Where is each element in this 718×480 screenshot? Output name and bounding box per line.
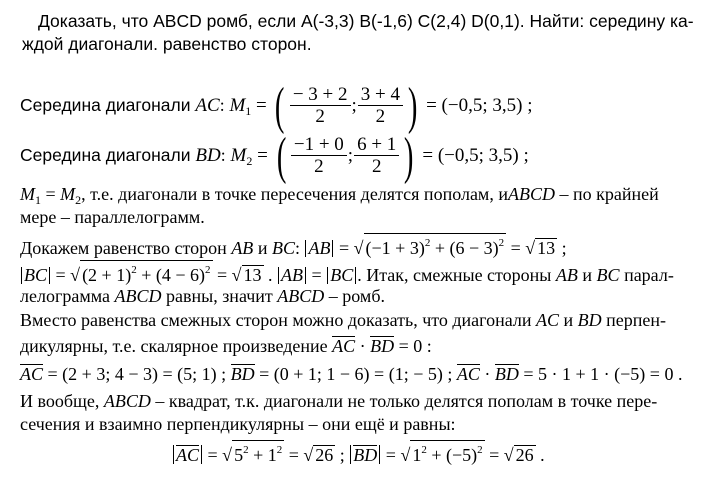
fraction-y <box>358 85 403 128</box>
right-paren: ) <box>404 127 414 185</box>
punct: ; <box>557 238 567 258</box>
side-name: BC <box>271 238 295 258</box>
radicand: 13 <box>243 265 262 285</box>
power: 2 <box>424 237 431 249</box>
fraction-y <box>354 135 399 178</box>
midpoint-label: Середина диагонали <box>20 145 196 165</box>
equals: = <box>307 265 327 285</box>
side-name: BC <box>330 265 354 285</box>
power: 2 <box>498 237 505 249</box>
equals: = <box>284 445 304 465</box>
side-name: AB <box>231 238 254 258</box>
abs-value <box>173 445 202 464</box>
punct: . <box>263 265 273 285</box>
subscript: 1 <box>35 193 41 207</box>
sqrt-sign: √ <box>353 238 364 258</box>
punct: . <box>535 445 545 465</box>
denominator: 2 <box>375 106 386 128</box>
diagonal-name: BD <box>577 310 602 330</box>
term: 1 <box>412 445 422 465</box>
problem-line-1 <box>38 10 694 32</box>
diagonal-name: AC <box>535 310 559 330</box>
vector-bd: BD <box>370 336 395 356</box>
equals: = <box>506 238 526 258</box>
term: + 1 <box>248 445 277 465</box>
proof-bc-line <box>20 260 674 286</box>
vector-bd: BD <box>230 364 255 384</box>
text: – квадрат, т.к. диагонали не только делятся пополам в точке пере- <box>150 391 658 411</box>
midpoint-result: = (−0,5; 3,5) ; <box>421 95 533 116</box>
vector-value: = (2 + 3; 4 − 3) = (5; 1) ; <box>43 364 231 384</box>
vector-bd: BD <box>494 364 519 384</box>
abs-value <box>305 240 333 257</box>
radicand <box>232 440 284 464</box>
conclusion-line-2 <box>20 206 205 228</box>
text: Докажем равенство сторон <box>20 238 232 258</box>
side-name: BC <box>596 265 620 285</box>
numerator: − 3 + 2 <box>290 85 351 106</box>
vector-ac: AC <box>176 445 200 465</box>
left-paren: ( <box>275 77 285 135</box>
separator: ; <box>347 145 354 166</box>
problem-text: Доказать, что ABCD ромб, если A(-3,3) B(-1,6) C(2,4) D(0,1). Найти: середину ка- <box>38 11 694 31</box>
diagonal-name: BD <box>195 145 221 166</box>
text: парал- <box>619 265 674 285</box>
vector-ac: AC <box>456 364 480 384</box>
radicand: 26 <box>315 445 334 465</box>
text: и <box>559 310 578 330</box>
power: 2 <box>477 444 483 456</box>
dot-operator: · <box>355 336 371 356</box>
problem-text: ждой диагонали. равенство сторон. <box>22 34 312 54</box>
sqrt-sign: √ <box>525 238 536 258</box>
square-line-1 <box>20 390 657 412</box>
text: И вообще, <box>20 391 104 411</box>
problem-line-2 <box>22 33 312 55</box>
colon: : <box>219 95 225 115</box>
subscript: 2 <box>75 193 82 207</box>
vector-value: = (0 + 1; 1 − 6) = (1; − 5) ; <box>254 364 457 384</box>
vector-ac: AC <box>332 336 356 356</box>
side-name: AB <box>281 265 304 285</box>
numerator: 3 + 4 <box>358 85 403 106</box>
term: + (−5) <box>426 445 478 465</box>
colon: : <box>294 238 300 258</box>
equals-zero: = 0 : <box>394 336 432 356</box>
equals: = <box>51 265 71 285</box>
radicand <box>80 260 212 284</box>
sqrt-sign: √ <box>70 265 81 285</box>
midpoint-label: Середина диагонали <box>20 95 196 115</box>
numerator: −1 + 0 <box>291 135 347 156</box>
diagonal-name: AC <box>195 95 220 116</box>
sqrt-sign: √ <box>303 445 314 465</box>
abs-value <box>327 267 356 284</box>
point-m: M <box>230 145 247 166</box>
dot-operator: · <box>479 364 495 384</box>
equals: = <box>252 145 273 166</box>
power: 2 <box>205 264 211 276</box>
figure-name: ABCD <box>507 184 555 204</box>
subscript: 1 <box>245 104 252 118</box>
equals: = <box>251 95 272 116</box>
text: и <box>577 265 597 285</box>
text: перпен- <box>601 310 667 330</box>
colon: : <box>220 145 226 165</box>
equals: = <box>334 238 354 258</box>
square-line-2 <box>20 413 456 435</box>
midpoint-ac-line <box>20 77 533 135</box>
equals: = <box>203 445 223 465</box>
point-m: M <box>20 184 35 204</box>
text: лелограмма <box>20 286 115 306</box>
abs-value <box>21 267 50 284</box>
power: 2 <box>421 444 427 456</box>
subscript: 2 <box>246 154 253 168</box>
term: 5 <box>234 445 244 465</box>
side-name: AB <box>308 238 331 258</box>
left-paren: ( <box>276 127 286 185</box>
text: . Итак, смежные стороны <box>357 265 556 285</box>
term: + (4 − 6) <box>136 265 205 285</box>
radicand <box>364 233 507 257</box>
equals: = <box>484 445 504 465</box>
side-name: AB <box>555 265 578 285</box>
vector-ac: AC <box>20 364 44 384</box>
proof-ab-line <box>20 233 567 259</box>
abs-value <box>278 267 306 284</box>
proof-conclusion-line <box>20 285 385 307</box>
denominator: 2 <box>315 106 325 128</box>
denominator: 2 <box>314 156 324 178</box>
point-m: M <box>60 184 76 204</box>
text: , т.е. диагонали в точке пересечения делятся пополам, и <box>81 184 508 204</box>
dot-product: = 5 · 1 + 1 · (−5) = 0 . <box>518 364 683 384</box>
right-paren: ) <box>407 77 418 135</box>
separator: ; <box>351 95 357 116</box>
text: – по крайней <box>554 184 659 204</box>
fraction-x <box>290 85 351 128</box>
fraction-x <box>291 135 347 178</box>
radicand <box>410 440 484 464</box>
term: + (6 − 3) <box>430 238 499 258</box>
radicand: 26 <box>515 445 534 465</box>
term: (−1 + 3) <box>365 238 425 258</box>
sqrt-sign: √ <box>231 265 242 285</box>
abs-value <box>350 445 380 464</box>
equals: = <box>41 184 61 204</box>
power: 2 <box>243 444 249 456</box>
text: сечения и взаимно перпендикулярны – они ещё и равны: <box>20 414 456 434</box>
power: 2 <box>276 444 283 456</box>
term: (2 + 1) <box>82 265 132 285</box>
denominator: 2 <box>371 156 382 178</box>
equals: = <box>212 265 232 285</box>
midpoint-bd-line <box>20 127 529 185</box>
side-name: BC <box>24 265 48 285</box>
sqrt-sign: √ <box>400 445 411 465</box>
final-line <box>172 440 545 466</box>
midpoint-result: = (−0,5; 3,5) ; <box>417 145 529 166</box>
figure-name: ABCD <box>277 286 325 306</box>
point-m: M <box>229 95 246 116</box>
text: – ромб. <box>324 286 385 306</box>
text: и <box>253 238 272 258</box>
alternative-line-2 <box>20 335 432 357</box>
text: мере – параллелограмм. <box>20 207 205 227</box>
text: равны, значит <box>161 286 278 306</box>
alternative-line-1 <box>20 309 666 331</box>
figure-name: ABCD <box>114 286 162 306</box>
figure-name: ABCD <box>103 391 151 411</box>
power: 2 <box>131 264 137 276</box>
numerator: 6 + 1 <box>354 135 399 156</box>
separator: ; <box>335 445 350 465</box>
text: дикулярны, т.е. скалярное произведение <box>20 336 333 356</box>
sqrt-sign: √ <box>222 445 233 465</box>
sqrt-sign: √ <box>503 445 514 465</box>
vector-bd: BD <box>353 445 378 465</box>
text: Вместо равенства смежных сторон можно доказать, что диагонали <box>20 310 536 330</box>
vectors-line <box>20 363 682 385</box>
radicand: 13 <box>537 238 556 258</box>
equals: = <box>381 445 401 465</box>
